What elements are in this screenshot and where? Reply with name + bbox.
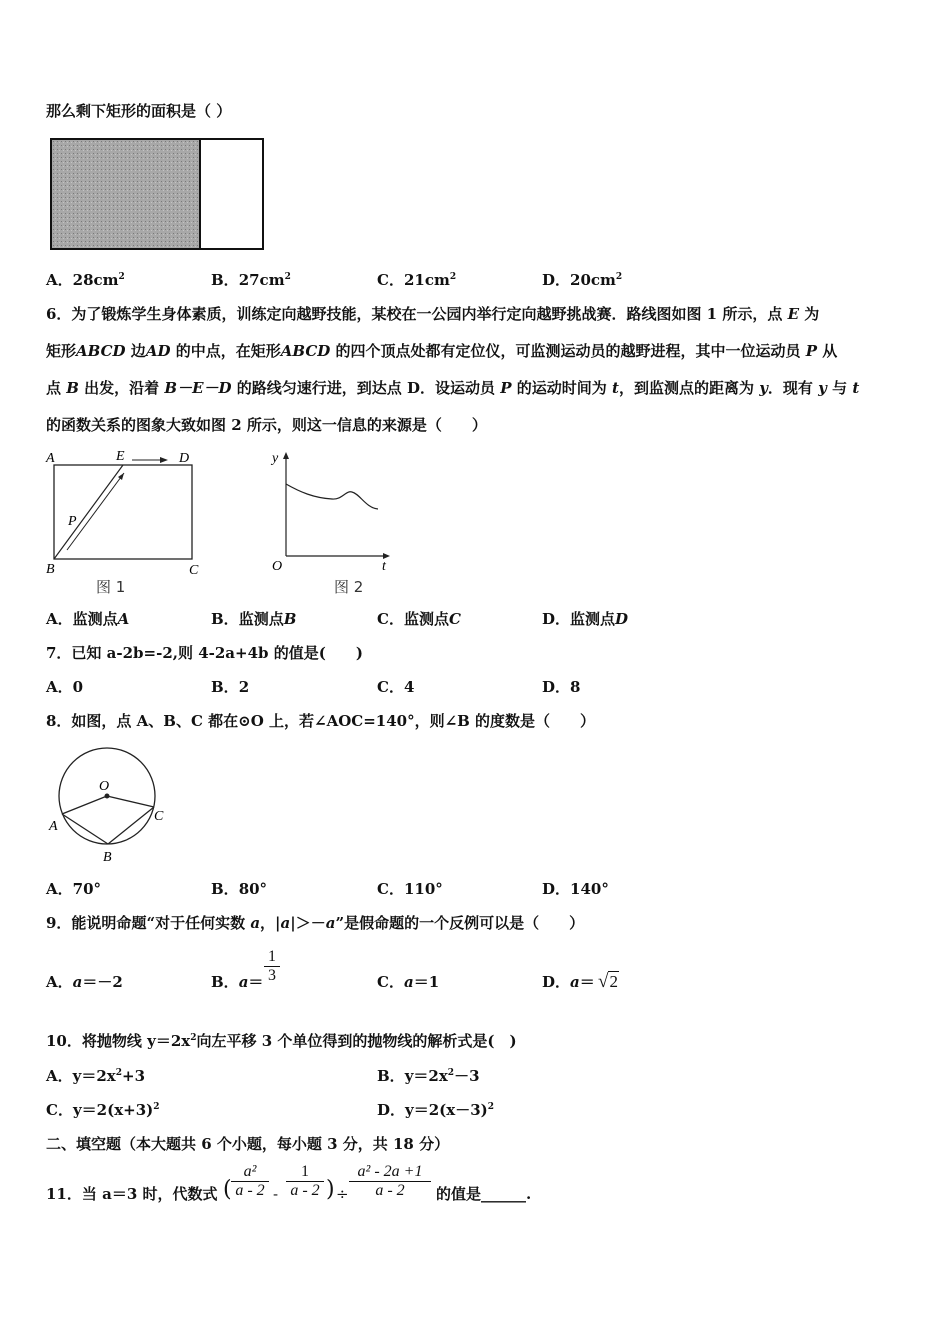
shaded-square xyxy=(51,139,200,249)
q6-option-b[interactable]: B．监测点B xyxy=(211,610,297,628)
q11-divide: ÷ xyxy=(336,1185,349,1203)
q11-open-paren: ( xyxy=(223,1177,232,1202)
q6-line1: 6．为了锻炼学生身体素质，训练定向越野技能，某校在一公园内举行定向越野挑战赛．路线图如图 1 所示，点 E 为 xyxy=(46,305,820,323)
fig1-label-d: D xyxy=(179,451,190,466)
fig1-caption: 图 1 xyxy=(96,578,126,596)
q9-option-d[interactable]: D．a＝ xyxy=(542,973,595,991)
q10-option-a[interactable]: A．$y=2x^2+3$ xyxy=(46,1067,146,1085)
fig1-label-c: C xyxy=(189,563,199,578)
q8-option-b[interactable]: B．80° xyxy=(211,880,268,898)
fig1-label-b: B xyxy=(46,562,55,577)
fig2-label-t: t xyxy=(382,559,386,574)
q10-prompt: 10．将抛物线 $y=2x^2$向左平移 3 个单位得到的抛物线的解析式是( ) xyxy=(46,1032,517,1050)
q10-option-b[interactable]: B．$y=2x^2-3$ xyxy=(377,1067,480,1085)
q9-option-c[interactable]: C．a＝1 xyxy=(377,973,440,991)
fig2-label-o: O xyxy=(272,559,283,574)
q10-option-d[interactable]: D．$y=2(x-3)^2$ xyxy=(377,1101,495,1119)
fig8-label-a: A xyxy=(49,819,58,834)
q9-option-b[interactable]: B．a＝ xyxy=(211,973,264,991)
fig1-label-e: E xyxy=(116,449,125,464)
q9-prompt: 9．能说明命题“对于任何实数 a，|a|＞－a”是假命题的一个反例可以是（ ） xyxy=(46,914,585,932)
q6-option-c[interactable]: C．监测点C xyxy=(377,610,461,628)
q7-option-b[interactable]: B．2 xyxy=(211,678,250,696)
fig1-label-a: A xyxy=(46,451,55,466)
q7-prompt: 7．已知 a-2b=-2,则 4-2a+4b 的值是( ) xyxy=(46,644,363,662)
fig8-label-o: O xyxy=(99,779,110,794)
fig2-caption: 图 2 xyxy=(334,578,364,596)
fig1-label-p: P xyxy=(68,514,77,529)
q11-suffix: 的值是______. xyxy=(436,1185,532,1203)
q7-option-c[interactable]: C．4 xyxy=(377,678,415,696)
section-2-heading: 二、填空题（本大题共 6 个小题，每小题 3 分，共 18 分） xyxy=(46,1135,450,1153)
q9-option-d-sqrt: √2 xyxy=(598,971,618,992)
q5-option-d[interactable]: D．$20cm^2$ xyxy=(542,271,623,289)
fig2-label-y: y xyxy=(272,451,279,466)
q7-option-a[interactable]: A．0 xyxy=(46,678,84,696)
q5-option-a[interactable]: A．$28cm^2$ xyxy=(46,271,125,289)
q10-option-c[interactable]: C．$y=2(x+3)^2$ xyxy=(46,1101,160,1119)
q6-line2: 矩形ABCD 边AD 的中点，在矩形ABCD 的四个顶点处都有定位仪，可监测运动员的越野进程，其中一位运动员 P 从 xyxy=(46,342,838,360)
fig8-label-c: C xyxy=(154,809,164,824)
q5-prompt: 那么剩下矩形的面积是（ ） xyxy=(46,102,232,120)
q9-option-b-fraction: 1 3 xyxy=(264,948,280,985)
q11-fraction-2: 1 a - 2 xyxy=(286,1163,324,1200)
q6-option-a[interactable]: A．监测点A xyxy=(46,610,130,628)
q5-option-b[interactable]: B．$27cm^2$ xyxy=(211,271,291,289)
q8-circle-figure xyxy=(44,744,174,866)
q5-option-c[interactable]: C．$21cm^2$ xyxy=(377,271,457,289)
q11-prefix: 11．当 a＝3 时，代数式 xyxy=(46,1185,218,1203)
q6-figure1-rectangle-route xyxy=(44,446,214,600)
q11-minus: - xyxy=(273,1185,279,1203)
q11-close-paren: ) xyxy=(326,1177,335,1202)
q6-figure2-graph xyxy=(262,446,398,600)
q6-line4: 的函数关系的图象大致如图 2 所示，则这一信息的来源是（ ） xyxy=(46,416,487,434)
q7-option-d[interactable]: D．8 xyxy=(542,678,581,696)
q8-option-d[interactable]: D．140° xyxy=(542,880,609,898)
q11-fraction-1: a² a - 2 xyxy=(231,1163,269,1200)
q11-fraction-3: a² - 2a +1 a - 2 xyxy=(349,1163,431,1200)
q8-option-a[interactable]: A．70° xyxy=(46,880,102,898)
q6-option-d[interactable]: D．监测点D xyxy=(542,610,629,628)
q5-rectangle-figure xyxy=(48,136,273,254)
fig8-label-b: B xyxy=(103,850,112,865)
q8-prompt: 8．如图，点 A、B、C 都在⊙O 上，若∠AOC=140°，则∠B 的度数是（ ） xyxy=(46,712,596,730)
q9-option-a[interactable]: A．a＝－2 xyxy=(46,973,123,991)
q8-option-c[interactable]: C．110° xyxy=(377,880,443,898)
remaining-rectangle xyxy=(200,139,263,249)
q6-line3: 点 B 出发，沿着 B－E－D 的路线匀速行进，到达点 D．设运动员 P 的运动时间为 t，到监测点的距离为 y．现有 y 与 t xyxy=(46,379,860,397)
